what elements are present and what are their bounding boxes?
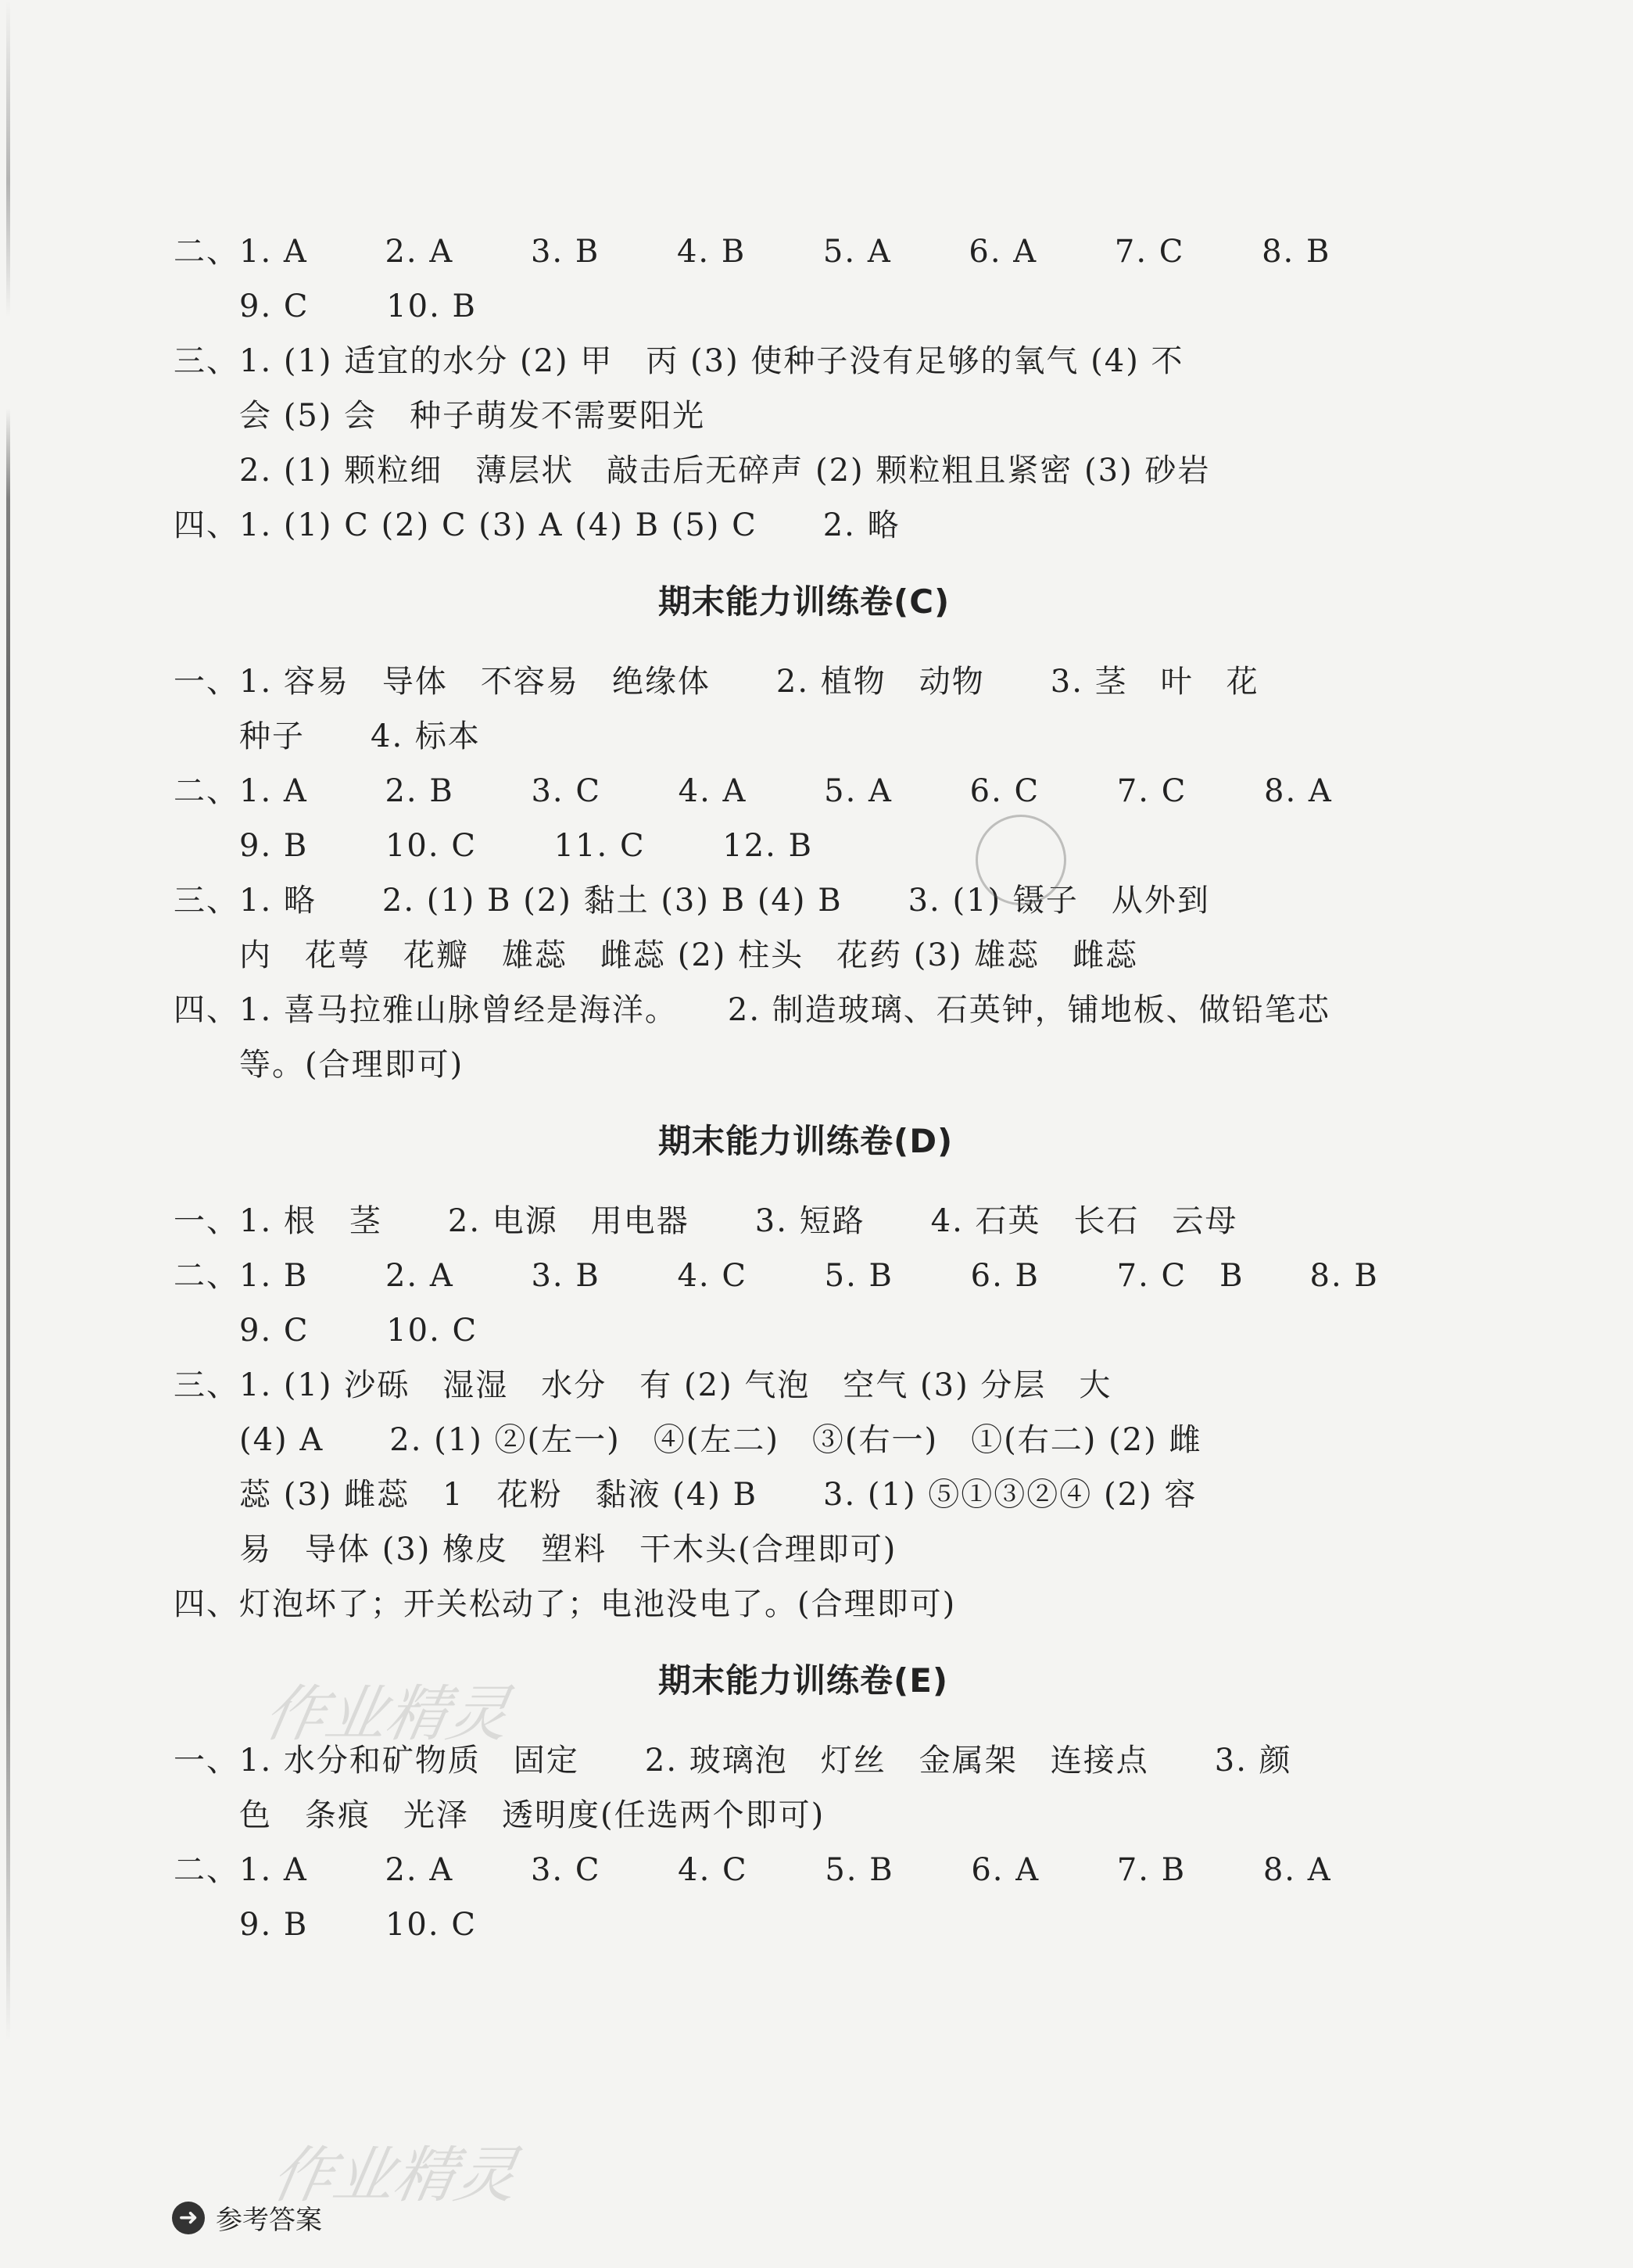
answer-line: 会 (5) 会 种子萌发不需要阳光 bbox=[174, 398, 706, 434]
answer-line: 三、1. (1) 沙砾 湿湿 水分 有 (2) 气泡 空气 (3) 分层 大 bbox=[174, 1367, 1112, 1403]
answer-line: 四、1. 喜马拉雅山脉曾经是海洋。 2. 制造玻璃、石英钟，铺地板、做铅笔芯 bbox=[174, 992, 1330, 1028]
answer-line: 9. C 10. C bbox=[174, 1313, 478, 1349]
stamp-logo bbox=[976, 815, 1066, 905]
footer bbox=[172, 2198, 322, 2237]
answer-line: 种子 4. 标本 bbox=[174, 718, 481, 754]
answer-line: 易 导体 (3) 橡皮 塑料 干木头(合理即可) bbox=[174, 1532, 897, 1568]
answer-line: 二、1. A 2. A 3. B 4. B 5. A 6. A 7. C 8. B bbox=[174, 234, 1331, 270]
arrow-right-icon: ➜ bbox=[172, 2202, 205, 2234]
answer-line: 二、1. A 2. B 3. C 4. A 5. A 6. C 7. C 8. A bbox=[174, 773, 1333, 809]
answer-line: 内 花萼 花瓣 雄蕊 雌蕊 (2) 柱头 花药 (3) 雄蕊 雌蕊 bbox=[174, 937, 1139, 973]
answer-line: 四、灯泡坏了；开关松动了；电池没电了。(合理即可) bbox=[174, 1586, 957, 1622]
answer-line: 色 条痕 光泽 透明度(任选两个即可) bbox=[174, 1797, 825, 1833]
answer-line: 二、1. B 2. A 3. B 4. C 5. B 6. B 7. C B 8. B bbox=[174, 1258, 1379, 1294]
section-heading-d: 期末能力训练卷(D) bbox=[658, 1122, 954, 1160]
answer-line: 三、1. (1) 适宜的水分 (2) 甲 丙 (3) 使种子没有足够的氧气 (4) 不 bbox=[174, 343, 1184, 379]
answer-line: 9. C 10. B bbox=[174, 288, 477, 324]
answer-line: 蕊 (3) 雌蕊 1 花粉 黏液 (4) B 3. (1) ⑤①③②④ (2) 容 bbox=[174, 1477, 1198, 1513]
answer-line: 2. (1) 颗粒细 薄层状 敲击后无碎声 (2) 颗粒粗且紧密 (3) 砂岩 bbox=[174, 453, 1211, 489]
answer-line: 三、1. 略 2. (1) B (2) 黏土 (3) B (4) B 3. (1) 镊子 从外到 bbox=[174, 883, 1210, 919]
answer-line: 四、1. (1) C (2) C (3) A (4) B (5) C 2. 略 bbox=[174, 507, 901, 543]
section-heading-c: 期末能力训练卷(C) bbox=[658, 582, 951, 621]
answer-line: 等。(合理即可) bbox=[174, 1047, 464, 1083]
section-heading-e: 期末能力训练卷(E) bbox=[658, 1661, 949, 1700]
watermark: 作业精灵 bbox=[266, 2141, 523, 2211]
answer-line: 9. B 10. C 11. C 12. B bbox=[174, 828, 814, 864]
answer-line: 二、1. A 2. A 3. C 4. C 5. B 6. A 7. B 8. A bbox=[174, 1852, 1332, 1888]
answer-line: 9. B 10. C bbox=[174, 1907, 477, 1943]
watermark: 作业精灵 bbox=[258, 1679, 515, 1750]
answer-line: 一、1. 容易 导体 不容易 绝缘体 2. 植物 动物 3. 茎 叶 花 bbox=[174, 664, 1259, 700]
answer-line: 一、1. 根 茎 2. 电源 用电器 3. 短路 4. 石英 长石 云母 bbox=[174, 1203, 1238, 1239]
footer-label: 参考答案 bbox=[216, 2205, 322, 2236]
answer-line: 一、1. 水分和矿物质 固定 2. 玻璃泡 灯丝 金属架 连接点 3. 颜 bbox=[174, 1743, 1292, 1779]
answer-line: (4) A 2. (1) ②(左一) ④(左二) ③(右一) ①(右二) (2) 雌 bbox=[174, 1422, 1202, 1458]
